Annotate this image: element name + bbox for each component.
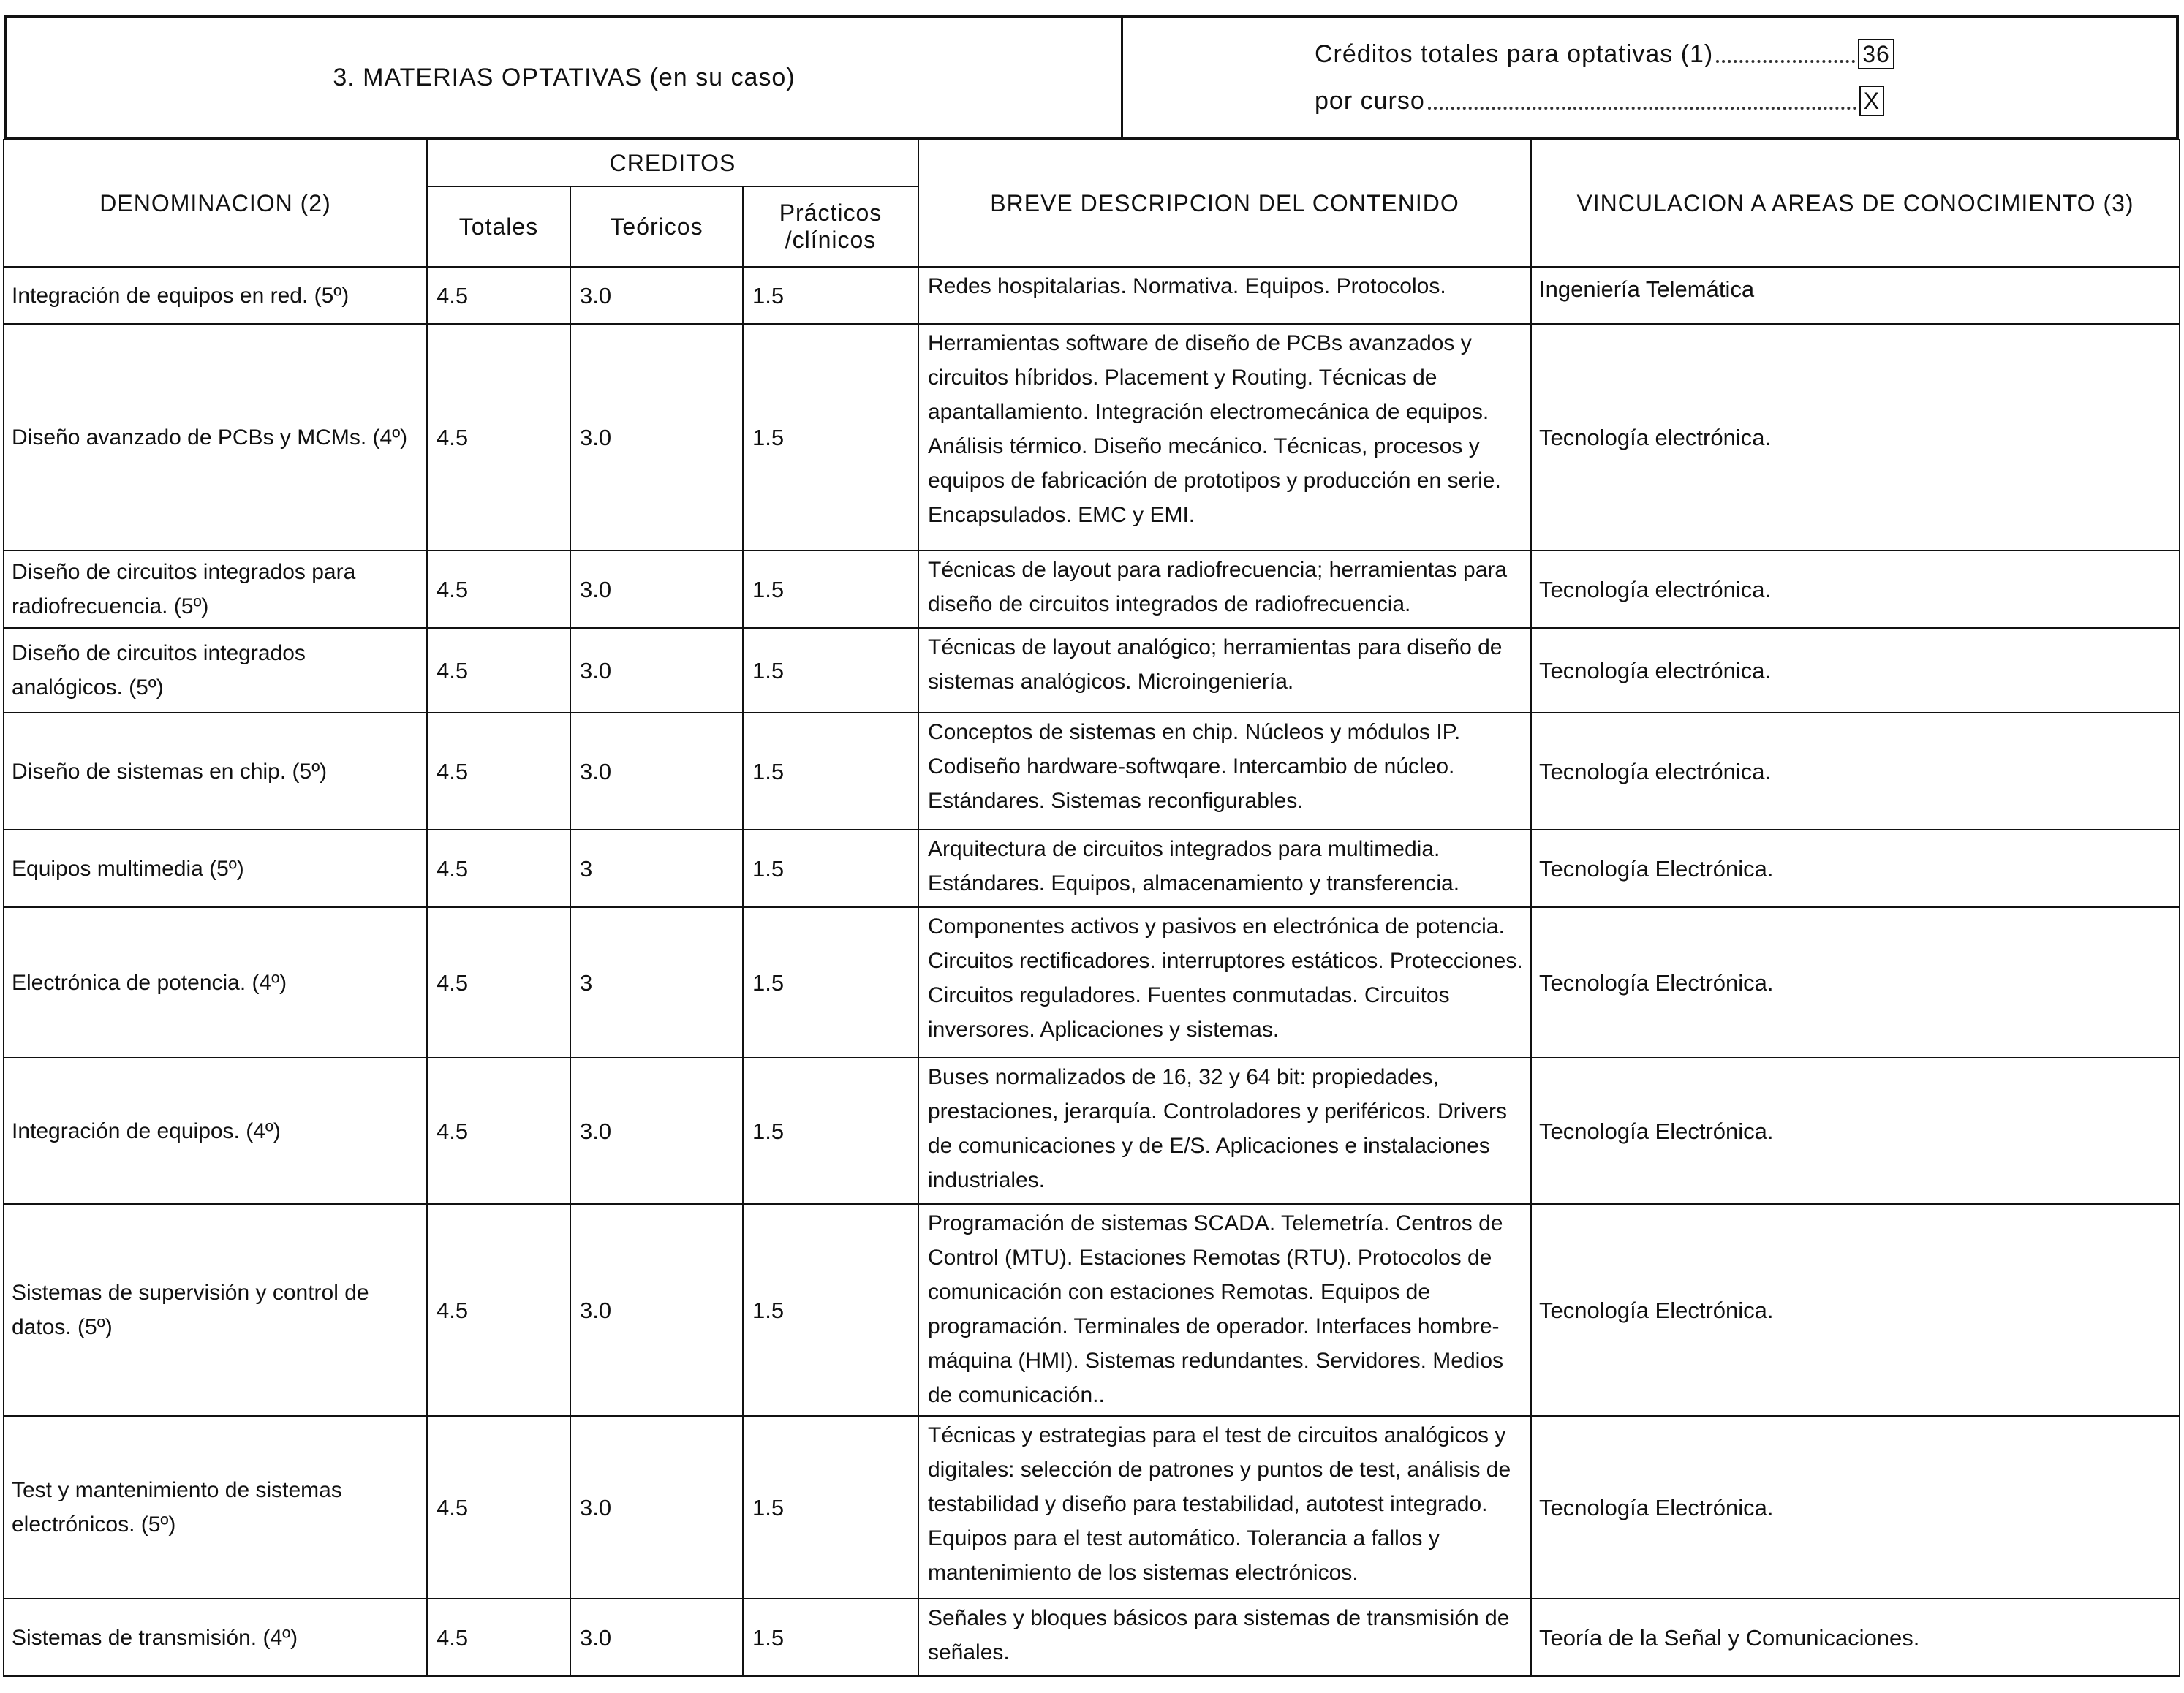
credits-total: 4.5 xyxy=(427,713,570,830)
content-description: Técnicas de layout para radiofrecuencia; herramientas para diseño de circuitos integrados de radiofrecuencia. xyxy=(918,550,1531,628)
credits-practice: 1.5 xyxy=(743,1204,918,1416)
content-description: Técnicas de layout analógico; herramientas para diseño de sistemas analógicos. Microingeniería. xyxy=(918,628,1531,713)
col-header-practicos-line2: /clínicos xyxy=(785,227,877,253)
knowledge-area: Teoría de la Señal y Comunicaciones. xyxy=(1531,1599,2180,1676)
table-row xyxy=(4,830,2180,907)
subject-name: Equipos multimedia (5º) xyxy=(4,830,427,907)
credits-total: 4.5 xyxy=(427,907,570,1058)
col-header-practicos-line1: Prácticos xyxy=(779,200,883,226)
table-row xyxy=(4,907,2180,1058)
knowledge-area: Tecnología Electrónica. xyxy=(1531,1204,2180,1416)
content-description: Programación de sistemas SCADA. Telemetría. Centros de Control (MTU). Estaciones Remotas (RTU). Protocolos de comunicación con estaciones Remotas. Equipos de programación. Terminales de operador. Interfaces hombre-máquina (HMI). Sistemas redundantes. Servidores. Medios de comunicación.. xyxy=(918,1204,1531,1416)
credits-practice: 1.5 xyxy=(743,628,918,713)
col-header-teoricos: Teóricos xyxy=(570,186,743,267)
credits-total: 4.5 xyxy=(427,1599,570,1676)
section-header xyxy=(4,15,2179,140)
credits-theory: 3.0 xyxy=(570,1204,743,1416)
credits-practice: 1.5 xyxy=(743,267,918,324)
content-description: Técnicas y estrategias para el test de circuitos analógicos y digitales: selección de patrones y puntos de test, análisis de testabilidad y diseño para testabilidad, autotest integrado. Equipos para el test automático. Tolerancia a fallos y mantenimiento de los sistemas electrónicos. xyxy=(918,1416,1531,1599)
col-header-practicos xyxy=(743,186,918,267)
subject-name: Sistemas de supervisión y control de datos. (5º) xyxy=(4,1204,427,1416)
subject-name: Integración de equipos en red. (5º) xyxy=(4,267,427,324)
table-row xyxy=(4,1416,2180,1599)
table-row xyxy=(4,1058,2180,1204)
dot-leader xyxy=(1716,60,1855,63)
content-description: Redes hospitalarias. Normativa. Equipos. Protocolos. xyxy=(918,267,1531,324)
knowledge-area: Tecnología electrónica. xyxy=(1531,628,2180,713)
credits-theory: 3.0 xyxy=(570,267,743,324)
subject-name: Electrónica de potencia. (4º) xyxy=(4,907,427,1058)
credits-total: 4.5 xyxy=(427,830,570,907)
subject-name: Test y mantenimiento de sistemas electrónicos. (5º) xyxy=(4,1416,427,1599)
subject-name: Diseño avanzado de PCBs y MCMs. (4º) xyxy=(4,324,427,550)
knowledge-area: Tecnología Electrónica. xyxy=(1531,1416,2180,1599)
dot-leader xyxy=(1428,107,1856,110)
credits-theory: 3.0 xyxy=(570,1058,743,1204)
credits-total: 4.5 xyxy=(427,1204,570,1416)
per-course-mark: X xyxy=(1859,86,1884,116)
credits-practice: 1.5 xyxy=(743,830,918,907)
section-title: 3. MATERIAS OPTATIVAS (en su caso) xyxy=(7,18,1123,137)
table-row xyxy=(4,1204,2180,1416)
col-header-vinculacion: VINCULACION A AREAS DE CONOCIMIENTO (3) xyxy=(1531,140,2180,267)
per-course-line xyxy=(1315,86,2176,116)
subject-name: Diseño de sistemas en chip. (5º) xyxy=(4,713,427,830)
credits-theory: 3.0 xyxy=(570,324,743,550)
table-row xyxy=(4,324,2180,550)
knowledge-area: Tecnología Electrónica. xyxy=(1531,830,2180,907)
credits-practice: 1.5 xyxy=(743,713,918,830)
table-row xyxy=(4,550,2180,628)
credits-total: 4.5 xyxy=(427,628,570,713)
table-row xyxy=(4,713,2180,830)
total-credits-value: 36 xyxy=(1858,39,1894,69)
content-description: Señales y bloques básicos para sistemas de transmisión de señales. xyxy=(918,1599,1531,1676)
subject-name: Diseño de circuitos integrados para radiofrecuencia. (5º) xyxy=(4,550,427,628)
content-description: Buses normalizados de 16, 32 y 64 bit: propiedades, prestaciones, jerarquía. Controladores y periféricos. Drivers de comunicaciones y de E/S. Aplicaciones e instalaciones industriales. xyxy=(918,1058,1531,1204)
credits-practice: 1.5 xyxy=(743,907,918,1058)
credits-theory: 3 xyxy=(570,830,743,907)
credits-total: 4.5 xyxy=(427,550,570,628)
credits-theory: 3.0 xyxy=(570,1599,743,1676)
credits-theory: 3 xyxy=(570,907,743,1058)
knowledge-area: Tecnología electrónica. xyxy=(1531,550,2180,628)
credits-total: 4.5 xyxy=(427,324,570,550)
content-description: Arquitectura de circuitos integrados para multimedia. Estándares. Equipos, almacenamiento y transferencia. xyxy=(918,830,1531,907)
table-row xyxy=(4,267,2180,324)
total-credits-line xyxy=(1315,39,2176,69)
credits-theory: 3.0 xyxy=(570,1416,743,1599)
credits-total: 4.5 xyxy=(427,1416,570,1599)
col-header-descripcion: BREVE DESCRIPCION DEL CONTENIDO xyxy=(918,140,1531,267)
total-credits-label: Créditos totales para optativas (1) xyxy=(1315,39,1714,68)
table-row xyxy=(4,1599,2180,1676)
credits-summary xyxy=(1123,18,2176,137)
subject-name: Integración de equipos. (4º) xyxy=(4,1058,427,1204)
credits-total: 4.5 xyxy=(427,267,570,324)
per-course-label: por curso xyxy=(1315,86,1425,115)
credits-total: 4.5 xyxy=(427,1058,570,1204)
knowledge-area: Tecnología Electrónica. xyxy=(1531,907,2180,1058)
knowledge-area: Tecnología Electrónica. xyxy=(1531,1058,2180,1204)
knowledge-area: Tecnología electrónica. xyxy=(1531,713,2180,830)
content-description: Herramientas software de diseño de PCBs avanzados y circuitos híbridos. Placement y Routing. Técnicas de apantallamiento. Integración electromecánica de equipos. Análisis térmico. Diseño mecánico. Técnicas, procesos y equipos de fabricación de prototipos y producción en serie. Encapsulados. EMC y EMI. xyxy=(918,324,1531,550)
credits-practice: 1.5 xyxy=(743,1058,918,1204)
content-description: Conceptos de sistemas en chip. Núcleos y módulos IP. Codiseño hardware-softwqare. Intercambio de núcleo. Estándares. Sistemas reconfigurables. xyxy=(918,713,1531,830)
credits-practice: 1.5 xyxy=(743,550,918,628)
col-header-creditos: CREDITOS xyxy=(427,140,918,186)
credits-practice: 1.5 xyxy=(743,1599,918,1676)
content-description: Componentes activos y pasivos en electrónica de potencia. Circuitos rectificadores. interruptores estáticos. Protecciones. Circuitos reguladores. Fuentes conmutadas. Circuitos inversores. Aplicaciones y sistemas. xyxy=(918,907,1531,1058)
knowledge-area: Tecnología electrónica. xyxy=(1531,324,2180,550)
table-row xyxy=(4,628,2180,713)
col-header-denominacion: DENOMINACION (2) xyxy=(4,140,427,267)
knowledge-area: Ingeniería Telemática xyxy=(1531,267,2180,324)
credits-theory: 3.0 xyxy=(570,713,743,830)
credits-theory: 3.0 xyxy=(570,628,743,713)
credits-practice: 1.5 xyxy=(743,1416,918,1599)
subject-name: Diseño de circuitos integrados analógicos. (5º) xyxy=(4,628,427,713)
credits-theory: 3.0 xyxy=(570,550,743,628)
optional-subjects-table xyxy=(3,139,2180,1677)
credits-practice: 1.5 xyxy=(743,324,918,550)
subject-name: Sistemas de transmisión. (4º) xyxy=(4,1599,427,1676)
col-header-totales: Totales xyxy=(427,186,570,267)
